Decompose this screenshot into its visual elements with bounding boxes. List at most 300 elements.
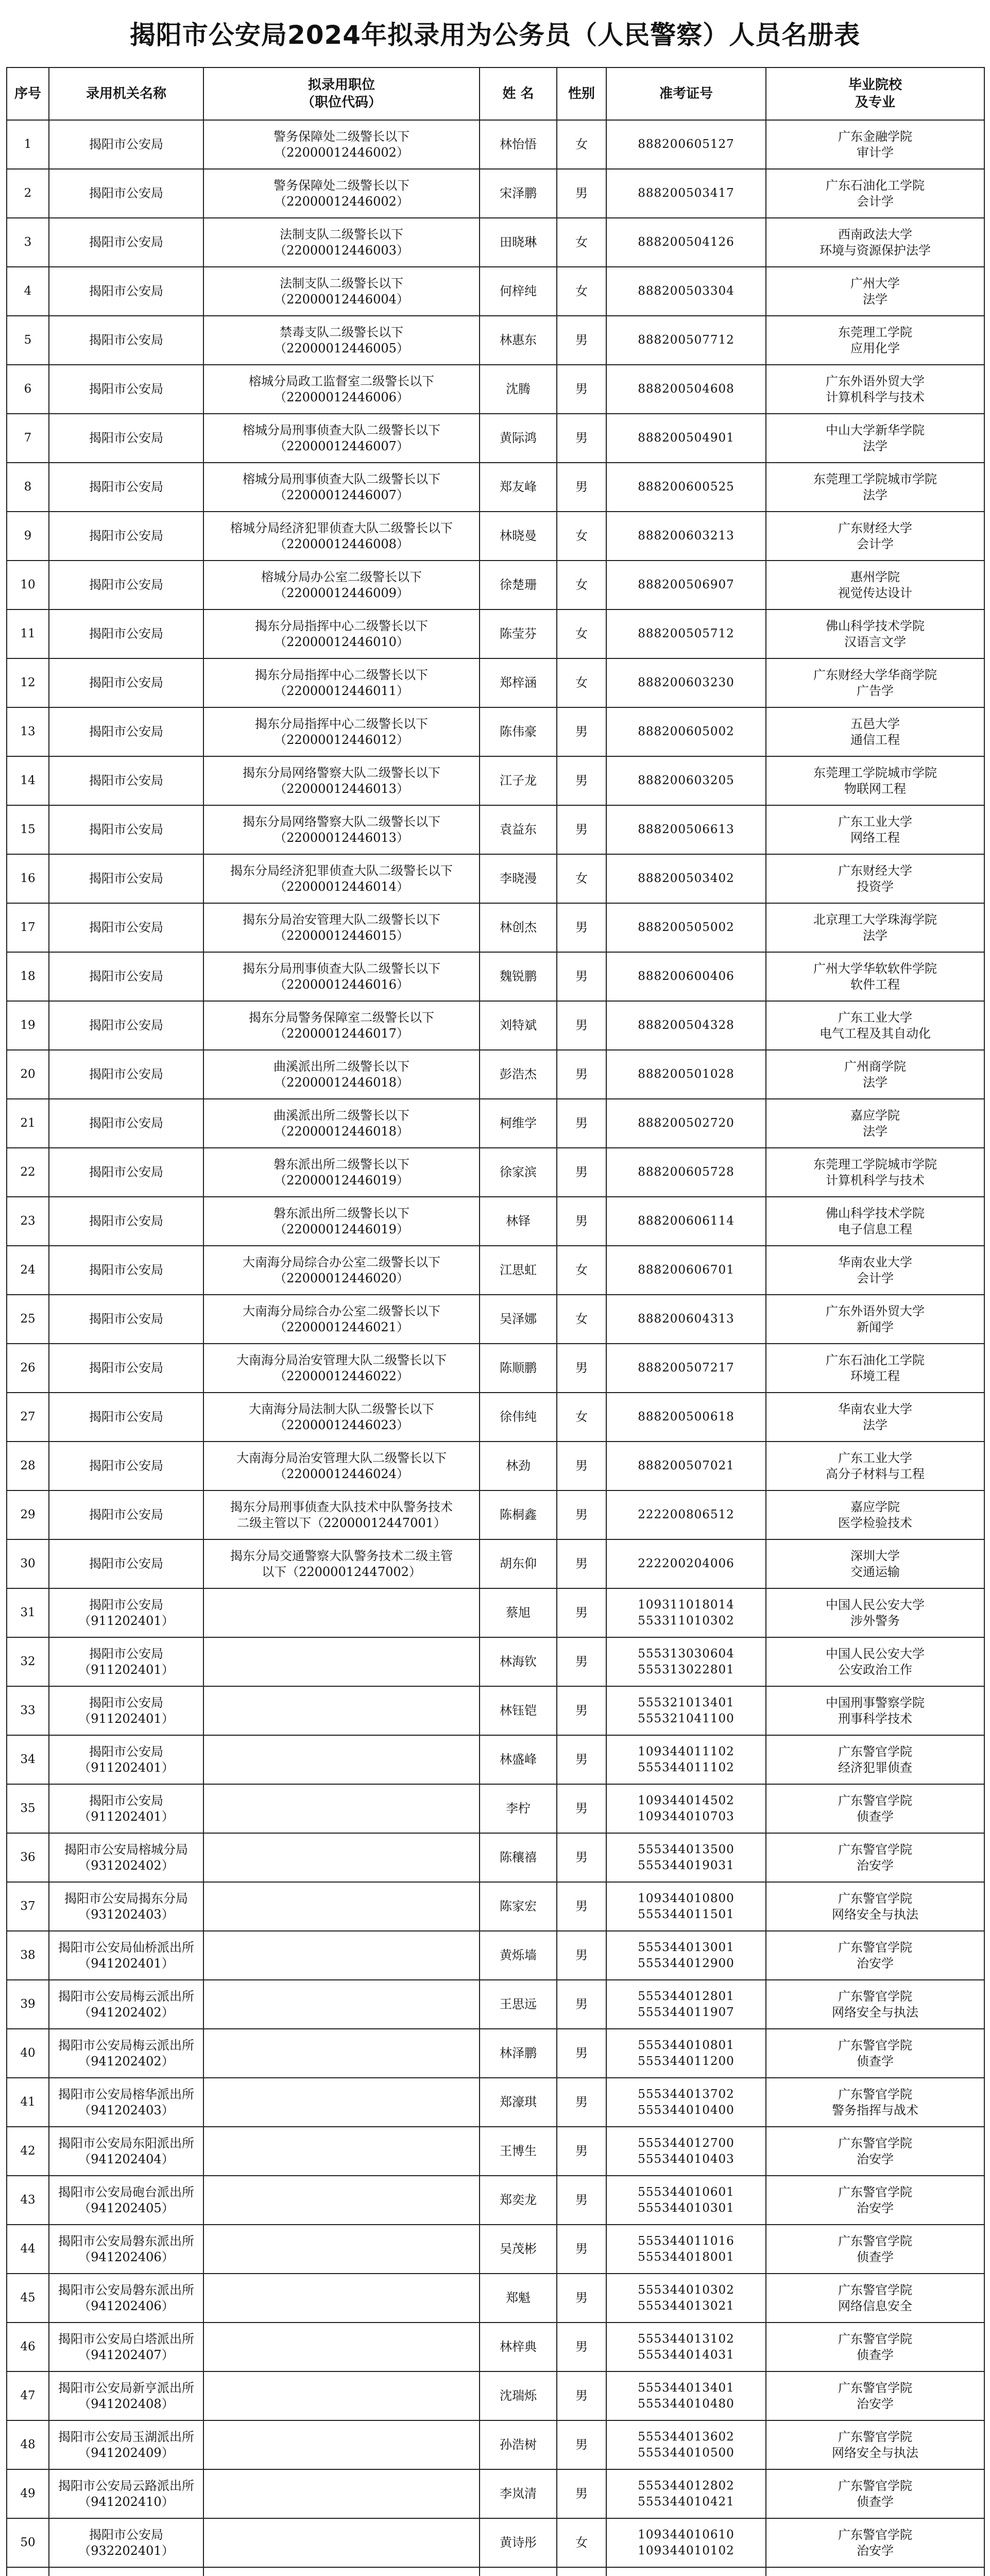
row-candidate-no: 888200604313 bbox=[606, 1295, 766, 1344]
row-school: 广东警官学院 侦查学 bbox=[766, 2323, 984, 2371]
row-org: 揭阳市公安局 bbox=[49, 267, 203, 316]
header-no: 序号 bbox=[7, 67, 49, 120]
row-gender: 男 bbox=[557, 1197, 606, 1246]
row-school: 广东财经大学 会计学 bbox=[766, 512, 984, 561]
row-candidate-no: 888200605002 bbox=[606, 707, 766, 756]
table-row bbox=[7, 1833, 984, 1882]
row-gender: 女 bbox=[557, 1246, 606, 1295]
row-org: 揭阳市公安局 bbox=[49, 1344, 203, 1393]
row-candidate-no: 888200606114 bbox=[606, 1197, 766, 1246]
row-position bbox=[203, 2518, 480, 2567]
row-school: 五邑大学 通信工程 bbox=[766, 707, 984, 756]
row-candidate-no: 888200507021 bbox=[606, 1442, 766, 1490]
row-gender: 男 bbox=[557, 1882, 606, 1931]
row-org: 揭阳市公安局 bbox=[49, 120, 203, 169]
row-org: 揭阳市公安局 bbox=[49, 1295, 203, 1344]
row-position bbox=[203, 1833, 480, 1882]
row-position bbox=[203, 2078, 480, 2127]
table-row bbox=[7, 2029, 984, 2078]
row-org: 揭阳市公安局砲台派出所 （941202405） bbox=[49, 2176, 203, 2225]
table-row bbox=[7, 1735, 984, 1784]
table-row bbox=[7, 1686, 984, 1735]
row-candidate-no: 888200603213 bbox=[606, 512, 766, 561]
row-name: 袁益东 bbox=[480, 805, 557, 854]
row-school: 广东警官学院 治安学 bbox=[766, 2371, 984, 2420]
row-candidate-no: 888200504901 bbox=[606, 414, 766, 463]
row-school: 中山大学新华学院 法学 bbox=[766, 414, 984, 463]
row-candidate-no: 888200603230 bbox=[606, 658, 766, 707]
row-no: 19 bbox=[7, 1001, 49, 1050]
row-candidate-no: 888200503304 bbox=[606, 267, 766, 316]
table-body bbox=[7, 120, 984, 2576]
row-no: 6 bbox=[7, 365, 49, 414]
row-gender: 男 bbox=[557, 1833, 606, 1882]
row-candidate-no: 888200507712 bbox=[606, 316, 766, 365]
row-position: 揭东分局交通警察大队警务技术二级主管 以下（22000012447002） bbox=[203, 1539, 480, 1588]
row-candidate-no: 888200503402 bbox=[606, 854, 766, 903]
row-org: 揭阳市公安局 bbox=[49, 1490, 203, 1539]
row-position bbox=[203, 1735, 480, 1784]
header-name: 姓 名 bbox=[480, 67, 557, 120]
row-no: 25 bbox=[7, 1295, 49, 1344]
row-org: 揭阳市公安局揭东分局 （931202403） bbox=[49, 1882, 203, 1931]
row-org: 揭阳市公安局 bbox=[49, 365, 203, 414]
row-name: 陈穰禧 bbox=[480, 1833, 557, 1882]
row-candidate-no: 555344013001 555344012900 bbox=[606, 1931, 766, 1980]
row-candidate-no: 888200505002 bbox=[606, 903, 766, 952]
row-school: 广东警官学院 治安学 bbox=[766, 2518, 984, 2567]
row-no: 39 bbox=[7, 1980, 49, 2029]
row-org: 揭阳市公安局玉湖派出所 （941202409） bbox=[49, 2420, 203, 2469]
row-name: 沈瑞烁 bbox=[480, 2371, 557, 2420]
row-school: 广东石油化工学院 环境工程 bbox=[766, 1344, 984, 1393]
row-no: 15 bbox=[7, 805, 49, 854]
row-position: 榕城分局刑事侦查大队二级警长以下 （22000012446007） bbox=[203, 414, 480, 463]
row-org: 揭阳市公安局 bbox=[49, 316, 203, 365]
row-school: 广东外语外贸大学 新闻学 bbox=[766, 1295, 984, 1344]
table-row bbox=[7, 1931, 984, 1980]
row-name: 李晓漫 bbox=[480, 854, 557, 903]
row-gender: 男 bbox=[557, 463, 606, 512]
row-gender: 男 bbox=[557, 2225, 606, 2274]
row-school: 广东警官学院 治安学 bbox=[766, 2176, 984, 2225]
row-no: 9 bbox=[7, 512, 49, 561]
row-no: 35 bbox=[7, 1784, 49, 1833]
row-candidate-no: 888200504608 bbox=[606, 365, 766, 414]
row-gender: 男 bbox=[557, 1001, 606, 1050]
table-row bbox=[7, 512, 984, 561]
row-school: 东莞理工学院城市学院 物联网工程 bbox=[766, 756, 984, 805]
row-school: 惠州学院 视觉传达设计 bbox=[766, 561, 984, 609]
row-position bbox=[203, 2127, 480, 2176]
row-name: 刘特斌 bbox=[480, 1001, 557, 1050]
row-school: 华南农业大学 法学 bbox=[766, 1393, 984, 1442]
table-row bbox=[7, 854, 984, 903]
row-gender: 男 bbox=[557, 707, 606, 756]
row-school: 广东石油化工学院 会计学 bbox=[766, 169, 984, 218]
row-no: 10 bbox=[7, 561, 49, 609]
row-name: 何梓纯 bbox=[480, 267, 557, 316]
row-school: 广东外语外贸大学 计算机科学与技术 bbox=[766, 365, 984, 414]
table-row bbox=[7, 1295, 984, 1344]
row-no: 27 bbox=[7, 1393, 49, 1442]
row-gender: 男 bbox=[557, 1050, 606, 1099]
row-gender: 男 bbox=[557, 1099, 606, 1148]
row-position: 揭东分局网络警察大队二级警长以下 （22000012446013） bbox=[203, 805, 480, 854]
row-candidate-no: 888200503417 bbox=[606, 169, 766, 218]
row-no: 24 bbox=[7, 1246, 49, 1295]
row-name: 陈莹芬 bbox=[480, 609, 557, 658]
row-school: 广东警官学院 网络安全与执法 bbox=[766, 1882, 984, 1931]
row-candidate-no: 888200507217 bbox=[606, 1344, 766, 1393]
row-candidate-no: 888200501028 bbox=[606, 1050, 766, 1099]
row-no: 43 bbox=[7, 2176, 49, 2225]
row-position: 揭东分局警务保障室二级警长以下 （22000012446017） bbox=[203, 1001, 480, 1050]
table-row bbox=[7, 707, 984, 756]
row-org: 揭阳市公安局仙桥派出所 （941202401） bbox=[49, 1931, 203, 1980]
row-position bbox=[203, 1637, 480, 1686]
page-title: 揭阳市公安局2024年拟录用为公务员（人民警察）人员名册表 bbox=[129, 20, 861, 50]
row-gender: 女 bbox=[557, 561, 606, 609]
row-no: 47 bbox=[7, 2371, 49, 2420]
row-name: 郑魁 bbox=[480, 2274, 557, 2323]
row-school: 广东警官学院 经济犯罪侦查 bbox=[766, 1735, 984, 1784]
row-gender bbox=[557, 2567, 606, 2576]
row-school: 广东工业大学 网络工程 bbox=[766, 805, 984, 854]
table-row bbox=[7, 2127, 984, 2176]
table-row bbox=[7, 952, 984, 1001]
row-school: 广州商学院 法学 bbox=[766, 1050, 984, 1099]
row-school: 广东警官学院 警务指挥与战术 bbox=[766, 2078, 984, 2127]
row-no: 46 bbox=[7, 2323, 49, 2371]
row-gender: 男 bbox=[557, 2176, 606, 2225]
table-row bbox=[7, 1980, 984, 2029]
row-gender: 女 bbox=[557, 1393, 606, 1442]
row-no: 45 bbox=[7, 2274, 49, 2323]
row-school: 广东警官学院 侦查学 bbox=[766, 2225, 984, 2274]
table-row bbox=[7, 463, 984, 512]
table-row bbox=[7, 267, 984, 316]
row-name: 吴茂彬 bbox=[480, 2225, 557, 2274]
row-position bbox=[203, 1931, 480, 1980]
row-school: 广东警官学院 治安学 bbox=[766, 1833, 984, 1882]
table-row bbox=[7, 2518, 984, 2567]
row-org: 揭阳市公安局 bbox=[49, 658, 203, 707]
row-candidate-no: 888200605728 bbox=[606, 1148, 766, 1197]
row-candidate-no bbox=[606, 2567, 766, 2576]
row-gender: 女 bbox=[557, 218, 606, 267]
row-name: 林惠东 bbox=[480, 316, 557, 365]
row-position bbox=[203, 1882, 480, 1931]
row-position bbox=[203, 2567, 480, 2576]
row-gender: 男 bbox=[557, 1588, 606, 1637]
row-school: 广东工业大学 电气工程及其自动化 bbox=[766, 1001, 984, 1050]
row-org bbox=[49, 2567, 203, 2576]
row-gender: 男 bbox=[557, 1637, 606, 1686]
row-name: 李岚清 bbox=[480, 2469, 557, 2518]
row-org: 揭阳市公安局 bbox=[49, 1050, 203, 1099]
row-candidate-no: 109344010610 109344010102 bbox=[606, 2518, 766, 2567]
table-row bbox=[7, 2469, 984, 2518]
table-header-row bbox=[7, 67, 984, 120]
row-gender: 男 bbox=[557, 2127, 606, 2176]
row-position: 揭东分局网络警察大队二级警长以下 （22000012446013） bbox=[203, 756, 480, 805]
row-name: 黄际鸿 bbox=[480, 414, 557, 463]
row-no: 18 bbox=[7, 952, 49, 1001]
row-gender: 女 bbox=[557, 658, 606, 707]
row-name: 江思虹 bbox=[480, 1246, 557, 1295]
row-org: 揭阳市公安局 bbox=[49, 707, 203, 756]
table-row bbox=[7, 1539, 984, 1588]
row-school: 东莞理工学院城市学院 法学 bbox=[766, 463, 984, 512]
row-gender: 女 bbox=[557, 512, 606, 561]
row-name: 林盛峰 bbox=[480, 1735, 557, 1784]
row-name: 黄烁墙 bbox=[480, 1931, 557, 1980]
row-name: 陈家宏 bbox=[480, 1882, 557, 1931]
row-name: 王博生 bbox=[480, 2127, 557, 2176]
table-row bbox=[7, 1784, 984, 1833]
row-gender: 女 bbox=[557, 2518, 606, 2567]
table-row bbox=[7, 120, 984, 169]
row-gender: 男 bbox=[557, 2078, 606, 2127]
row-gender: 男 bbox=[557, 2469, 606, 2518]
table-row bbox=[7, 2225, 984, 2274]
row-org: 揭阳市公安局 （911202401） bbox=[49, 1588, 203, 1637]
row-name: 陈伟豪 bbox=[480, 707, 557, 756]
row-school: 佛山科学技术学院 电子信息工程 bbox=[766, 1197, 984, 1246]
row-name: 林怡悟 bbox=[480, 120, 557, 169]
row-no: 34 bbox=[7, 1735, 49, 1784]
row-no: 33 bbox=[7, 1686, 49, 1735]
row-candidate-no: 555344011016 555344018001 bbox=[606, 2225, 766, 2274]
row-position: 大南海分局治安管理大队二级警长以下 （22000012446024） bbox=[203, 1442, 480, 1490]
row-no: 8 bbox=[7, 463, 49, 512]
row-name: 林晓曼 bbox=[480, 512, 557, 561]
row-no: 38 bbox=[7, 1931, 49, 1980]
table-row bbox=[7, 658, 984, 707]
row-name: 林铎 bbox=[480, 1197, 557, 1246]
row-org: 揭阳市公安局 bbox=[49, 1393, 203, 1442]
row-gender: 男 bbox=[557, 1784, 606, 1833]
row-candidate-no: 109311018014 553311010302 bbox=[606, 1588, 766, 1637]
row-gender: 男 bbox=[557, 1148, 606, 1197]
row-position: 揭东分局治安管理大队二级警长以下 （22000012446015） bbox=[203, 903, 480, 952]
row-name: 郑濠琪 bbox=[480, 2078, 557, 2127]
row-school: 广东财经大学 投资学 bbox=[766, 854, 984, 903]
row-org: 揭阳市公安局 bbox=[49, 414, 203, 463]
table-row bbox=[7, 561, 984, 609]
row-name: 彭浩杰 bbox=[480, 1050, 557, 1099]
row-school bbox=[766, 2567, 984, 2576]
table-row bbox=[7, 805, 984, 854]
roster-table bbox=[6, 67, 985, 2576]
row-position: 曲溪派出所二级警长以下 （22000012446018） bbox=[203, 1050, 480, 1099]
row-no bbox=[7, 2567, 49, 2576]
row-gender: 女 bbox=[557, 854, 606, 903]
row-school: 东莞理工学院城市学院 计算机科学与技术 bbox=[766, 1148, 984, 1197]
row-org: 揭阳市公安局 bbox=[49, 1099, 203, 1148]
row-school: 华南农业大学 会计学 bbox=[766, 1246, 984, 1295]
row-org: 揭阳市公安局 bbox=[49, 1001, 203, 1050]
table-row bbox=[7, 2371, 984, 2420]
row-org: 揭阳市公安局 （932202401） bbox=[49, 2518, 203, 2567]
row-org: 揭阳市公安局 bbox=[49, 1246, 203, 1295]
row-candidate-no: 888200505712 bbox=[606, 609, 766, 658]
row-gender: 男 bbox=[557, 2371, 606, 2420]
row-candidate-no: 888200504328 bbox=[606, 1001, 766, 1050]
row-gender: 男 bbox=[557, 1490, 606, 1539]
row-name: 郑奕龙 bbox=[480, 2176, 557, 2225]
table-row bbox=[7, 365, 984, 414]
table-row bbox=[7, 1490, 984, 1539]
row-org: 揭阳市公安局磐东派出所 （941202406） bbox=[49, 2225, 203, 2274]
row-school: 中国人民公安大学 公安政治工作 bbox=[766, 1637, 984, 1686]
row-gender: 男 bbox=[557, 1686, 606, 1735]
row-name: 蔡旭 bbox=[480, 1588, 557, 1637]
row-name: 林梓典 bbox=[480, 2323, 557, 2371]
row-name: 林海钦 bbox=[480, 1637, 557, 1686]
row-school: 广东警官学院 治安学 bbox=[766, 2127, 984, 2176]
row-gender: 男 bbox=[557, 2274, 606, 2323]
row-position bbox=[203, 2469, 480, 2518]
row-candidate-no: 555344013602 555344010500 bbox=[606, 2420, 766, 2469]
table-row bbox=[7, 2176, 984, 2225]
row-org: 揭阳市公安局 bbox=[49, 169, 203, 218]
row-position: 警务保障处二级警长以下 （22000012446002） bbox=[203, 120, 480, 169]
row-org: 揭阳市公安局 bbox=[49, 1197, 203, 1246]
row-name: 郑梓涵 bbox=[480, 658, 557, 707]
row-gender: 男 bbox=[557, 2029, 606, 2078]
table-row bbox=[7, 756, 984, 805]
row-org: 揭阳市公安局 bbox=[49, 903, 203, 952]
row-org: 揭阳市公安局云路派出所 （941202410） bbox=[49, 2469, 203, 2518]
row-name: 陈桐鑫 bbox=[480, 1490, 557, 1539]
row-position: 大南海分局法制大队二级警长以下 （22000012446023） bbox=[203, 1393, 480, 1442]
row-candidate-no: 222200204006 bbox=[606, 1539, 766, 1588]
header-school: 毕业院校 及专业 bbox=[766, 67, 984, 120]
row-gender: 男 bbox=[557, 2323, 606, 2371]
row-org: 揭阳市公安局 bbox=[49, 463, 203, 512]
row-name bbox=[480, 2567, 557, 2576]
row-org: 揭阳市公安局梅云派出所 （941202402） bbox=[49, 2029, 203, 2078]
header-position: 拟录用职位 （职位代码） bbox=[203, 67, 480, 120]
row-position bbox=[203, 2371, 480, 2420]
row-no: 4 bbox=[7, 267, 49, 316]
row-org: 揭阳市公安局 bbox=[49, 756, 203, 805]
row-name: 魏锐鹏 bbox=[480, 952, 557, 1001]
row-candidate-no: 888200606701 bbox=[606, 1246, 766, 1295]
row-name: 柯维学 bbox=[480, 1099, 557, 1148]
row-name: 林劲 bbox=[480, 1442, 557, 1490]
row-no: 28 bbox=[7, 1442, 49, 1490]
row-candidate-no: 888200506613 bbox=[606, 805, 766, 854]
row-position: 法制支队二级警长以下 （22000012446004） bbox=[203, 267, 480, 316]
row-candidate-no: 888200504126 bbox=[606, 218, 766, 267]
row-no: 3 bbox=[7, 218, 49, 267]
row-position bbox=[203, 1588, 480, 1637]
row-org: 揭阳市公安局 （911202401） bbox=[49, 1735, 203, 1784]
row-gender: 男 bbox=[557, 903, 606, 952]
header-org: 录用机关名称 bbox=[49, 67, 203, 120]
row-org: 揭阳市公安局梅云派出所 （941202402） bbox=[49, 1980, 203, 2029]
row-gender: 男 bbox=[557, 805, 606, 854]
row-school: 广东财经大学华商学院 广告学 bbox=[766, 658, 984, 707]
row-candidate-no: 555344012802 555344010421 bbox=[606, 2469, 766, 2518]
row-school: 佛山科学技术学院 汉语言文学 bbox=[766, 609, 984, 658]
row-name: 李柠 bbox=[480, 1784, 557, 1833]
row-school: 嘉应学院 医学检验技术 bbox=[766, 1490, 984, 1539]
row-position: 曲溪派出所二级警长以下 （22000012446018） bbox=[203, 1099, 480, 1148]
row-school: 广东警官学院 侦查学 bbox=[766, 2029, 984, 2078]
row-gender: 男 bbox=[557, 1442, 606, 1490]
row-org: 揭阳市公安局 bbox=[49, 952, 203, 1001]
row-position bbox=[203, 1784, 480, 1833]
table-row bbox=[7, 1637, 984, 1686]
row-school: 嘉应学院 法学 bbox=[766, 1099, 984, 1148]
row-candidate-no: 222200806512 bbox=[606, 1490, 766, 1539]
row-org: 揭阳市公安局 bbox=[49, 609, 203, 658]
row-gender: 男 bbox=[557, 316, 606, 365]
row-position: 揭东分局刑事侦查大队二级警长以下 （22000012446016） bbox=[203, 952, 480, 1001]
row-school: 广东警官学院 侦查学 bbox=[766, 2469, 984, 2518]
row-school: 广州大学华软软件学院 软件工程 bbox=[766, 952, 984, 1001]
row-position: 揭东分局指挥中心二级警长以下 （22000012446010） bbox=[203, 609, 480, 658]
row-school: 西南政法大学 环境与资源保护法学 bbox=[766, 218, 984, 267]
row-position bbox=[203, 1686, 480, 1735]
row-no: 40 bbox=[7, 2029, 49, 2078]
row-name: 徐伟纯 bbox=[480, 1393, 557, 1442]
row-school: 广东警官学院 网络安全与执法 bbox=[766, 1980, 984, 2029]
table-row bbox=[7, 1197, 984, 1246]
table-row bbox=[7, 2078, 984, 2127]
row-no: 20 bbox=[7, 1050, 49, 1099]
row-position bbox=[203, 2420, 480, 2469]
row-name: 田晓琳 bbox=[480, 218, 557, 267]
row-candidate-no: 555344010601 555344010301 bbox=[606, 2176, 766, 2225]
row-org: 揭阳市公安局 bbox=[49, 1148, 203, 1197]
row-name: 沈腾 bbox=[480, 365, 557, 414]
row-school: 广州大学 法学 bbox=[766, 267, 984, 316]
row-no: 11 bbox=[7, 609, 49, 658]
row-name: 王思远 bbox=[480, 1980, 557, 2029]
row-name: 林钰铠 bbox=[480, 1686, 557, 1735]
row-position bbox=[203, 2225, 480, 2274]
row-position: 禁毒支队二级警长以下 （22000012446005） bbox=[203, 316, 480, 365]
row-no: 7 bbox=[7, 414, 49, 463]
table-row bbox=[7, 1246, 984, 1295]
row-candidate-no: 555344013500 555344019031 bbox=[606, 1833, 766, 1882]
row-no: 23 bbox=[7, 1197, 49, 1246]
row-no: 13 bbox=[7, 707, 49, 756]
table-row bbox=[7, 609, 984, 658]
row-no: 42 bbox=[7, 2127, 49, 2176]
row-no: 49 bbox=[7, 2469, 49, 2518]
row-no: 29 bbox=[7, 1490, 49, 1539]
table-row bbox=[7, 2567, 984, 2576]
row-candidate-no: 555321013401 555321041100 bbox=[606, 1686, 766, 1735]
table-row bbox=[7, 903, 984, 952]
table-row bbox=[7, 1344, 984, 1393]
row-position: 警务保障处二级警长以下 （22000012446002） bbox=[203, 169, 480, 218]
row-name: 陈顺鹏 bbox=[480, 1344, 557, 1393]
row-org: 揭阳市公安局 bbox=[49, 512, 203, 561]
row-org: 揭阳市公安局 bbox=[49, 561, 203, 609]
row-candidate-no: 555344010302 555344013021 bbox=[606, 2274, 766, 2323]
row-no: 1 bbox=[7, 120, 49, 169]
row-candidate-no: 888200500618 bbox=[606, 1393, 766, 1442]
row-org: 揭阳市公安局 bbox=[49, 854, 203, 903]
row-gender: 男 bbox=[557, 1344, 606, 1393]
